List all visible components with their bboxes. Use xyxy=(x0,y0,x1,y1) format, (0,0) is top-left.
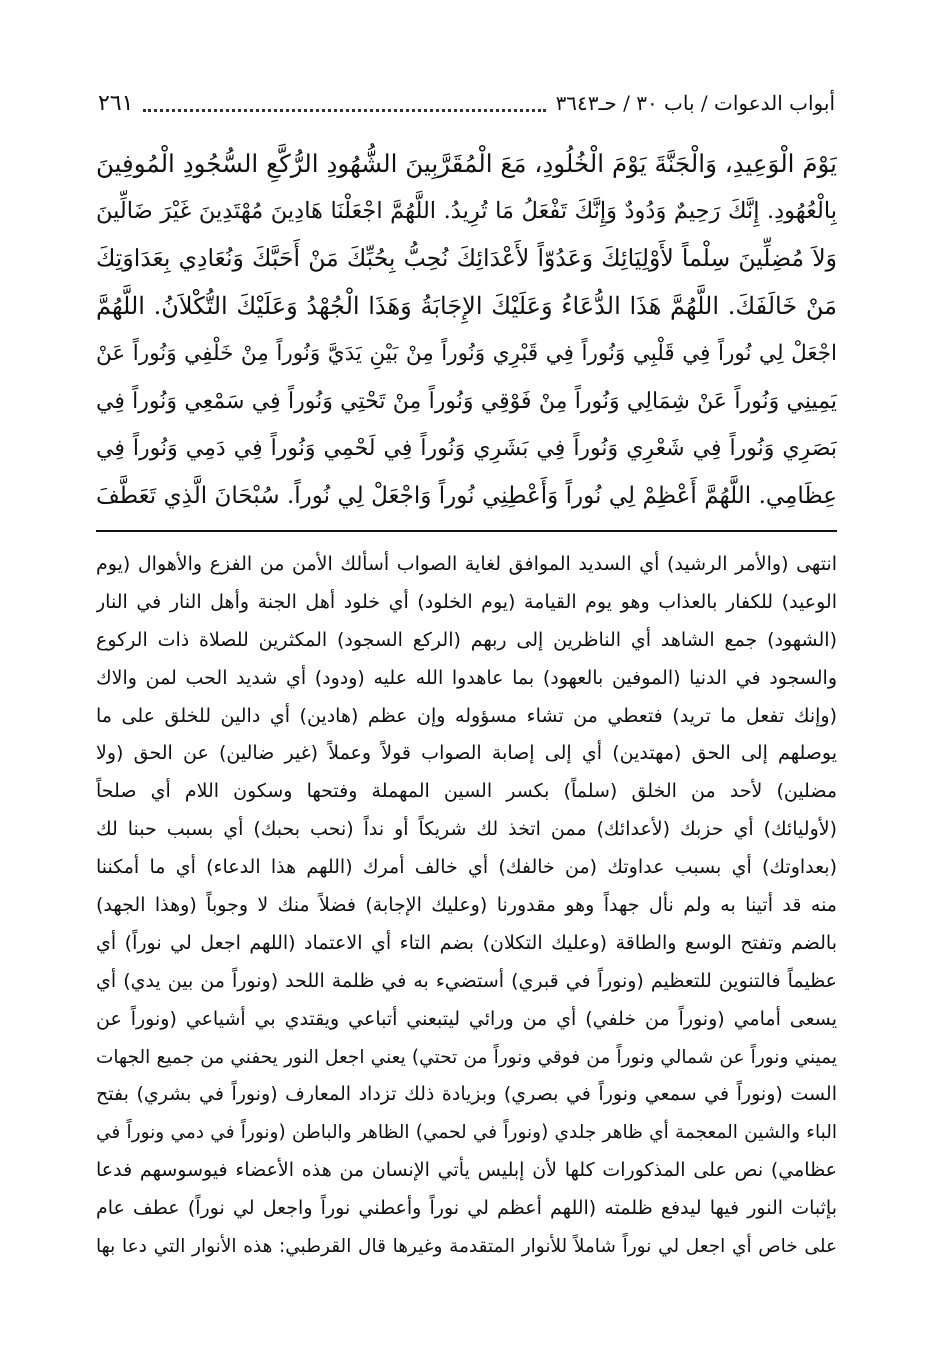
hadith-line: يَوْمَ الْوَعِيدِ، وَالْجَنَّةَ يَوْمَ الْخُلُودِ، مَعَ الْمُقَرَّبِينَ الشُّهُودِ الرُّكَّعِ السُّجُودِ الْمُوفِينَ xyxy=(96,149,837,178)
hadith-line: يَمِينِي وَنُوراً عَنْ شِمَالِي وَنُوراً مِنْ فَوْقِي وَنُوراً مِنْ تَحْتِي وَنُوراً فِي سَمْعِي وَنُوراً فِي xyxy=(96,388,837,414)
commentary-line: يسعى أمامي (ونوراً من خلفي) أي من ورائي ليتبعني أتباعي ويقتدي بي أشياعي (ونوراً عن xyxy=(96,1007,837,1030)
commentary-line: الست (ونوراً في سمعي ونوراً في بصري) وبزيادة ذلك تزداد المعارف (ونوراً في بشري) بفتح xyxy=(96,1083,837,1106)
hadith-line: وَلاَ مُضِلِّينَ سِلْماً لأَوْلِيَائِكَ وَعَدُوّاً لأَعْدَائِكَ نُحِبُّ بِحُبِّكَ مَنْ أَحَبَّكَ وَنُعَادِي بِعَدَاوَتِكَ xyxy=(96,244,837,272)
commentary-line: والسجود في الدنيا (الموفين بالعهود) بما عاهدوا الله عليه (ودود) أي شديد الحب لمن والاك xyxy=(96,666,837,689)
hadith-line: مَنْ خَالَفَكَ. اللَّهُمَّ هَذَا الدُّعَاءُ وَعَلَيْكَ الإِجَابَةُ وَهَذَا الْجُهْدُ وَعَلَيْكَ التُّكْلاَنُ. اللَّهُمَّ xyxy=(96,291,837,320)
commentary-line: عظامي) نص على المذكورات كلها لأن إبليس يأتي الإنسان من هذه الأعضاء فيوسوسهم فدعا xyxy=(96,1159,837,1182)
commentary-line: بالضم وتفتح الوسع والطاقة (وعليك التكلان) بضم التاء أي الاعتماد (اللهم اجعل لي نوراً) أي xyxy=(96,931,837,954)
commentary-line: (بعداوتك) أي بسبب عداوتك (من خالفك) أي خالف أمرك (اللهم هذا الدعاء) أي ما أمكننا xyxy=(96,856,837,879)
page-number: ٢٦١ xyxy=(98,90,134,116)
commentary-line: (لأوليائك) أي حزبك (لأعدائك) ممن اتخذ لك شريكاً أو نداً (نحب بحبك) أي بسبب حبنا لك xyxy=(96,818,837,841)
running-head-title: أبواب الدعوات / باب ٣٠ / حـ٣٦٤٣ xyxy=(555,91,835,115)
commentary-line: منه قد أتينا به ولم نأل جهداً وهو مقدورنا (وعليك الإجابة) فضلاً منك لا وجوباً (وهذا الجهد) xyxy=(96,894,837,917)
hadith-line: بَصَرِي وَنُوراً فِي شَعْرِي وَنُوراً فِي بَشَرِي وَنُوراً فِي لَحْمِي وَنُوراً فِي دَمِي وَنُوراً فِي xyxy=(96,436,837,461)
commentary-text xyxy=(96,546,837,1266)
commentary-line: (وإنك تفعل ما تريد) فتعطي من تشاء مسؤوله وإن عظم (هادين) أي دالين للخلق على ما xyxy=(96,704,837,727)
hadith-line: اجْعَلْ لِي نُوراً فِي قَلْبِي وَنُوراً فِي قَبْرِي وَنُوراً مِنْ بَيْنِ يَدَيَّ وَنُوراً مِنْ خَلْفِي وَنُوراً عَنْ xyxy=(96,341,837,366)
commentary-line: انتهى (والأمر الرشيد) أي السديد الموافق لغاية الصواب أسألك الأمن من الفزع والأهوال (يوم xyxy=(96,553,837,575)
dotted-leader xyxy=(143,95,545,112)
hadith-text xyxy=(96,140,837,520)
commentary-line: يوصلهم إلى الحق (مهتدين) أي إلى إصابة الصواب قولاً وعملاً (غير ضالين) عن الحق (ولا xyxy=(96,742,837,765)
commentary-line: عظيماً فالتنوين للتعظيم (ونوراً في قبري) أستضيء به في ظلمة اللحد (ونوراً من بين يدي) أي xyxy=(96,969,837,992)
commentary-line: بإثبات النور فيها ليدفع ظلمته (اللهم أعظم لي نوراً وأعطني نوراً واجعل لي نوراً) عطف عام xyxy=(96,1197,837,1220)
commentary-line: الباء والشين المعجمة أي ظاهر جلدي (ونوراً في لحمي) الظاهر والباطن (ونوراً في دمي ونوراً في xyxy=(96,1122,837,1144)
running-head xyxy=(98,86,835,120)
commentary-line: على خاص أي اجعل لي نوراً شاملاً للأنوار المتقدمة وغيرها قال القرطبي: هذه الأنوار التي دعا بها xyxy=(96,1236,837,1258)
hadith-line: بِالْعُهُودِ. إِنَّكَ رَحِيمٌ وَدُودٌ وَإِنَّكَ تَفْعَلُ مَا تُرِيدُ. اللَّهُمَّ اجْعَلْنَا هَادِينَ مُهْتَدِينَ غَيْرَ ضَالِّينَ xyxy=(96,197,837,224)
commentary-line: الوعيد) للكفار بالعذاب وهو يوم القيامة (يوم الخلود) أي خلود أهل الجنة وأهل النار في النار xyxy=(96,590,837,613)
hadith-line: عِظَامِي. اللَّهُمَّ أَعْظِمْ لِي نُوراً وَأَعْطِنِي نُوراً وَاجْعَلْ لِي نُوراً. سُبْحَانَ الَّذِي تَعَطَّفَ xyxy=(96,482,837,509)
commentary-line: مضلين) لأحد من الخلق (سلماً) بكسر السين المهملة وفتحها وسكون اللام أي صلحاً xyxy=(96,780,837,803)
separator-rule xyxy=(96,530,837,532)
commentary-line: يميني ونوراً عن شمالي ونوراً من فوقي ونوراً من تحتي) يعني اجعل النور يحفني من جميع الجهات xyxy=(96,1046,837,1068)
commentary-line: (الشهود) جمع الشاهد أي الناظرين إلى ربهم (الركع السجود) المكثرين للصلاة ذات الركوع xyxy=(96,628,837,651)
